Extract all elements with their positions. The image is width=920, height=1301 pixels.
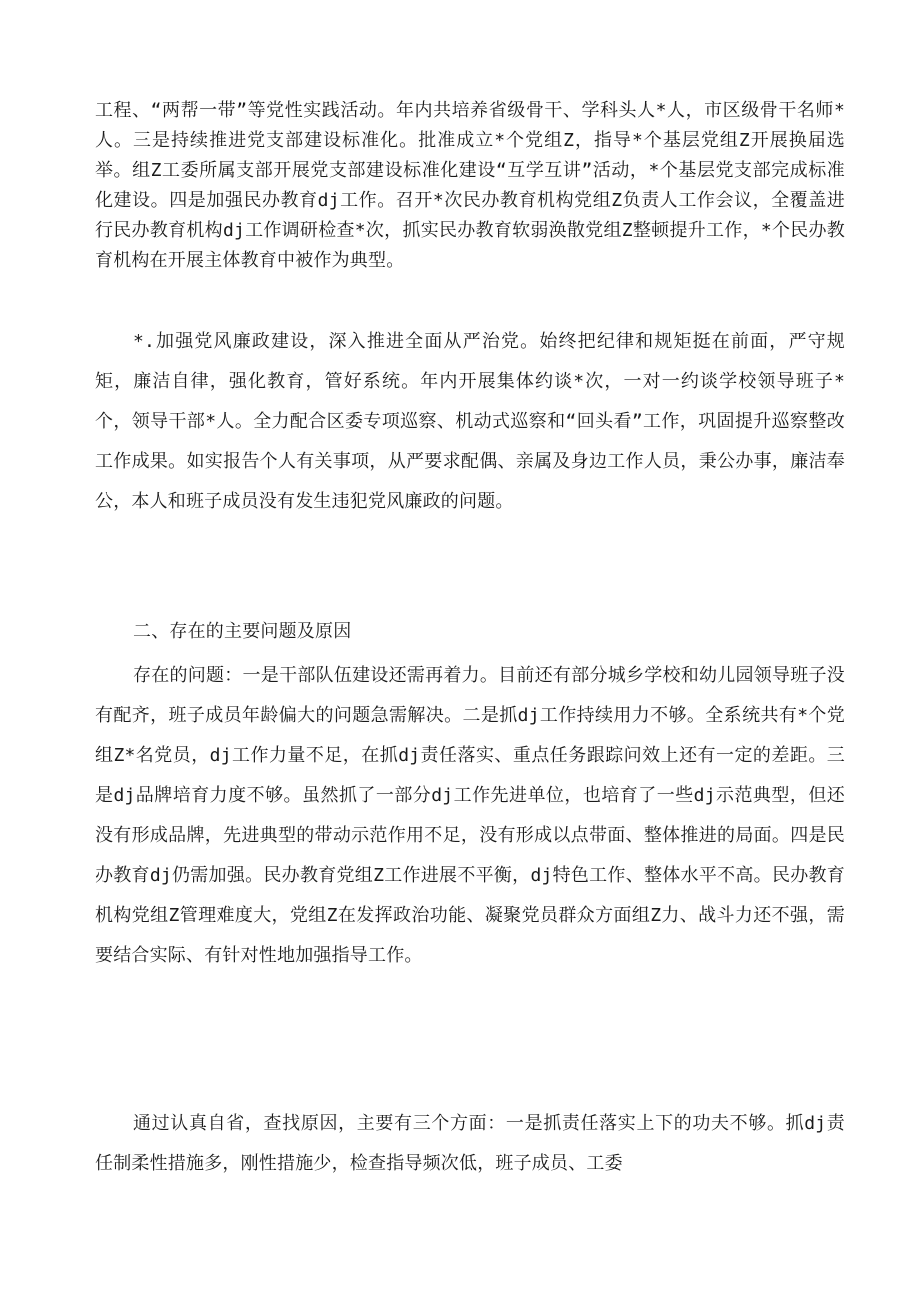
paragraph-1: 工程、“两帮一带”等党性实践活动。年内共培养省级骨干、学科头人*人，市区级骨干名师*人。三是持续推进党支部建设标准化。批准成立*个党组Z，指导*个基层党组Z开展换届选举。组Z工委所属支部开展党支部建设标准化建设“互学互讲”活动，*个基层党支部完成标准化建设。四是加强民办教育dj工作。召开*次民办教育机构党组Z负责人工作会议，全覆盖进行民办教育机构dj工作调研检查*次，抓实民办教育软弱涣散党组Z整顿提升工作，*个民办教育机构在开展主体教育中被作为典型。 (95, 100, 845, 271)
paragraph-4: 通过认真自省，查找原因，主要有三个方面：一是抓责任落实上下的功夫不够。抓dj责任制柔性措施多，刚性措施少，检查指导频次低，班子成员、工委 (95, 1113, 845, 1174)
paragraph-3: 存在的问题：一是干部队伍建设还需再着力。目前还有部分城乡学校和幼儿园领导班子没有配齐，班子成员年龄偏大的问题急需解决。二是抓dj工作持续用力不够。全系统共有*个党组Z*名党员，dj工作力量不足，在抓dj责任落实、重点任务跟踪问效上还有一定的差距。三是dj品牌培育力度不够。虽然抓了一部分dj工作先进单位，也培育了一些dj示范典型，但还没有形成品牌，先进典型的带动示范作用不足，没有形成以点带面、整体推进的局面。四是民办教育dj仍需加强。民办教育党组Z工作进展不平衡，dj特色工作、整体水平不高。民办教育机构党组Z管理难度大，党组Z在发挥政治功能、凝聚党员群众方面组Z力、战斗力还不强，需要结合实际、有针对性地加强指导工作。 (95, 665, 845, 966)
paragraph-2: *.加强党风廉政建设，深入推进全面从严治党。始终把纪律和规矩挺在前面，严守规矩，廉洁自律，强化教育，管好系统。年内开展集体约谈*次，一对一约谈学校领导班子*个，领导干部*人。全力配合区委专项巡察、机动式巡察和“回头看”工作，巩固提升巡察整改工作成果。如实报告个人有关事项，从严要求配偶、亲属及身边工作人员，秉公办事，廉洁奉公，本人和班子成员没有发生违犯党风廉政的问题。 (95, 331, 845, 512)
section-heading: 二、存在的主要问题及原因 (133, 621, 352, 642)
